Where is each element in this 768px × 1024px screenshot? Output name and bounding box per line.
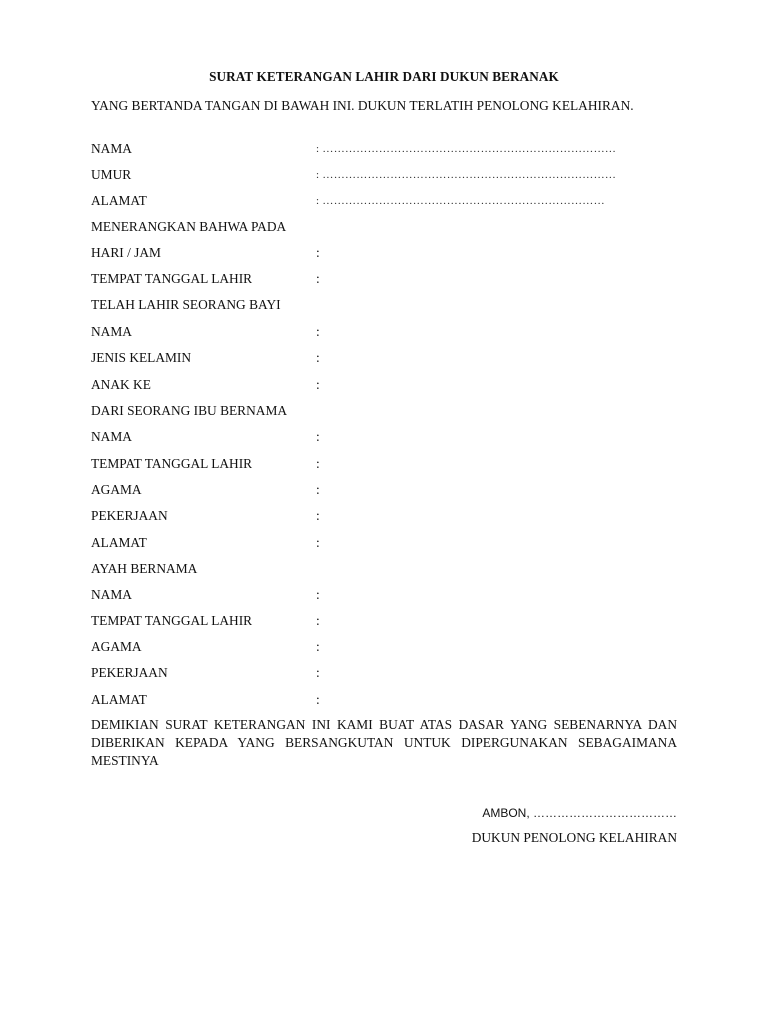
- father-tempat-colon: :: [316, 613, 320, 628]
- mother-nama-colon: :: [316, 429, 320, 444]
- baby-anak-label: ANAK KE: [91, 377, 151, 392]
- father-pekerjaan-label: PEKERJAAN: [91, 665, 168, 680]
- mother-alamat-colon: :: [316, 535, 320, 550]
- mother-agama-label: AGAMA: [91, 482, 142, 497]
- baby-nama-label: NAMA: [91, 324, 132, 339]
- statement-heading: MENERANGKAN BAHWA PADA: [91, 219, 287, 234]
- mother-pekerjaan-label: PEKERJAAN: [91, 508, 168, 523]
- mother-alamat-label: ALAMAT: [91, 535, 147, 550]
- mother-agama-colon: :: [316, 482, 320, 497]
- signer-nama-label: NAMA: [91, 141, 132, 156]
- father-nama-colon: :: [316, 587, 320, 602]
- intro-paragraph: YANG BERTANDA TANGAN DI BAWAH INI. DUKUN TERLATIH PENOLONG KELAHIRAN.: [91, 98, 634, 113]
- father-pekerjaan-colon: :: [316, 665, 320, 680]
- father-alamat-colon: :: [316, 692, 320, 707]
- father-nama-label: NAMA: [91, 587, 132, 602]
- signer-alamat-label: ALAMAT: [91, 193, 147, 208]
- tempat-lahir-label: TEMPAT TANGGAL LAHIR: [91, 271, 253, 286]
- signer-umur-label: UMUR: [91, 167, 132, 182]
- father-tempat-label: TEMPAT TANGGAL LAHIR: [91, 613, 253, 628]
- mother-tempat-label: TEMPAT TANGGAL LAHIR: [91, 456, 253, 471]
- signature-role: DUKUN PENOLONG KELAHIRAN: [471, 830, 677, 845]
- baby-heading: TELAH LAHIR SEORANG BAYI: [91, 297, 281, 312]
- mother-tempat-colon: :: [316, 456, 320, 471]
- father-alamat-label: ALAMAT: [91, 692, 147, 707]
- father-heading: AYAH BERNAMA: [91, 561, 198, 576]
- document-title: SURAT KETERANGAN LAHIR DARI DUKUN BERANAK: [209, 69, 559, 84]
- baby-anak-colon: :: [316, 377, 320, 392]
- hari-jam-label: HARI / JAM: [91, 245, 161, 260]
- mother-heading: DARI SEORANG IBU BERNAMA: [91, 403, 288, 418]
- hari-jam-colon: :: [316, 245, 320, 260]
- signer-nama-field: : ……………………………………………………………………: [316, 143, 617, 155]
- baby-jenis-colon: :: [316, 350, 320, 365]
- mother-nama-label: NAMA: [91, 429, 132, 444]
- signer-umur-field: : ……………………………………………………………………: [316, 169, 617, 181]
- baby-jenis-label: JENIS KELAMIN: [91, 350, 192, 365]
- closing-paragraph: DEMIKIAN SURAT KETERANGAN INI KAMI BUAT ATAS DASAR YANG SEBENARNYA DAN DIBERIKAN KEPADA YANG BERSANGKUTAN UNTUK DIPERGUNAKAN SEBAGAIMANA MESTINYA: [91, 717, 677, 768]
- tempat-lahir-colon: :: [316, 271, 320, 286]
- father-agama-label: AGAMA: [91, 639, 142, 654]
- baby-nama-colon: :: [316, 324, 320, 339]
- signature-place-date: AMBON, ………………………………: [482, 806, 677, 820]
- mother-pekerjaan-colon: :: [316, 508, 320, 523]
- father-agama-colon: :: [316, 639, 320, 654]
- signer-alamat-field: : …………………………………………………………………: [316, 195, 605, 207]
